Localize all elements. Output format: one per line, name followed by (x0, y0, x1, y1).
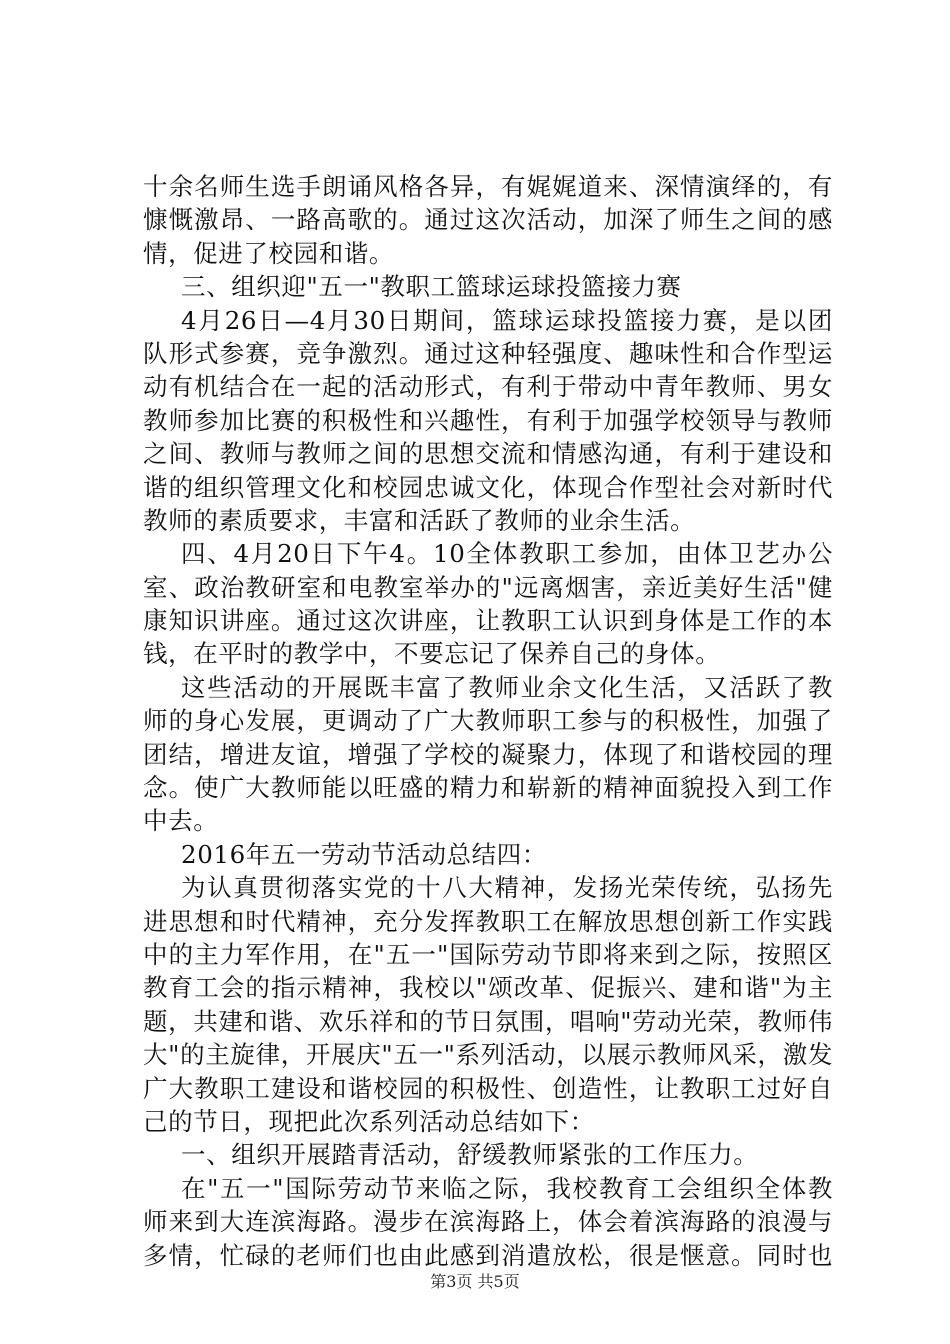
text-line: 十余名师生选手朗诵风格各异，有娓娓道来、深情演绎的，有 (143, 172, 833, 201)
text-line: 师的身心发展，更调动了广大教师职工参与的积极性，加强了 (143, 706, 833, 736)
text-line: 慷慨激昂、一路高歌的。通过这次活动，加深了师生之间的感 (143, 205, 833, 235)
text-line: 钱，在平时的教学中，不要忘记了保养自己的身体。 (143, 639, 721, 669)
text-line: 这些活动的开展既丰富了教师业余文化生活，又活跃了教 (181, 672, 833, 702)
text-line: 团结，增进友谊，增强了学校的凝聚力，体现了和谐校园的理 (143, 739, 833, 769)
text-line: 广大教职工建设和谐校园的积极性、创造性，让教职工过好自 (143, 1073, 833, 1103)
text-line: 进思想和时代精神，充分发挥教职工在解放思想创新工作实践 (143, 906, 833, 936)
text-line: 为认真贯彻落实党的十八大精神，发扬光荣传统，弘扬先 (181, 873, 833, 903)
text-line: 4月26日—4月30日期间，篮球运球投篮接力赛，是以团 (181, 305, 833, 335)
text-line: 室、政治教研室和电教室举办的"远离烟害，亲近美好生活"健 (143, 572, 833, 602)
text-line: 谐的组织管理文化和校园忠诚文化，体现合作型社会对新时代 (143, 472, 833, 502)
text-line: 中去。 (143, 806, 219, 836)
page-number-footer: 第3页 共5页 (430, 1272, 520, 1291)
text-line: 一、组织开展踏青活动，舒缓教师紧张的工作压力。 (181, 1140, 759, 1170)
text-line: 康知识讲座。通过这次讲座，让教职工认识到身体是工作的本 (143, 606, 833, 636)
document-body (143, 170, 833, 1272)
text-line: 三、组织迎"五一"教职工篮球运球投篮接力赛 (181, 272, 682, 302)
text-line: 教师参加比赛的积极性和兴趣性，有利于加强学校领导与教师 (143, 405, 833, 435)
text-line: 在"五一"国际劳动节来临之际，我校教育工会组织全体教 (181, 1173, 833, 1203)
text-line: 之间、教师与教师之间的思想交流和情感沟通，有利于建设和 (143, 439, 833, 469)
text-line: 大"的主旋律，开展庆"五一"系列活动，以展示教师风采，激发 (143, 1040, 833, 1070)
text-line: 中的主力军作用，在"五一"国际劳动节即将来到之际，按照区 (143, 939, 833, 969)
text-line: 动有机结合在一起的活动形式，有利于带动中青年教师、男女 (143, 372, 833, 402)
text-line: 2016年五一劳动节活动总结四： (181, 839, 547, 869)
text-line: 念。使广大教师能以旺盛的精力和崭新的精神面貌投入到工作 (143, 773, 833, 803)
text-line: 题，共建和谐、欢乐祥和的节日氛围，唱响"劳动光荣，教师伟 (143, 1006, 833, 1036)
text-line: 多情，忙碌的老师们也由此感到消遣放松，很是惬意。同时也 (143, 1240, 833, 1270)
text-line: 情，促进了校园和谐。 (143, 238, 394, 268)
text-line: 师来到大连滨海路。漫步在滨海路上，体会着滨海路的浪漫与 (143, 1207, 833, 1237)
text-line: 教育工会的指示精神，我校以"颂改革、促振兴、建和谐"为主 (143, 973, 833, 1003)
text-line: 四、4月20日下午4。10全体教职工参加，由体卫艺办公 (181, 539, 833, 569)
text-line: 队形式参赛，竞争激烈。通过这种轻强度、趣味性和合作型运 (143, 338, 833, 368)
text-line: 教师的素质要求，丰富和活跃了教师的业余生活。 (143, 505, 696, 535)
text-line: 己的节日，现把此次系列活动总结如下： (143, 1106, 595, 1136)
